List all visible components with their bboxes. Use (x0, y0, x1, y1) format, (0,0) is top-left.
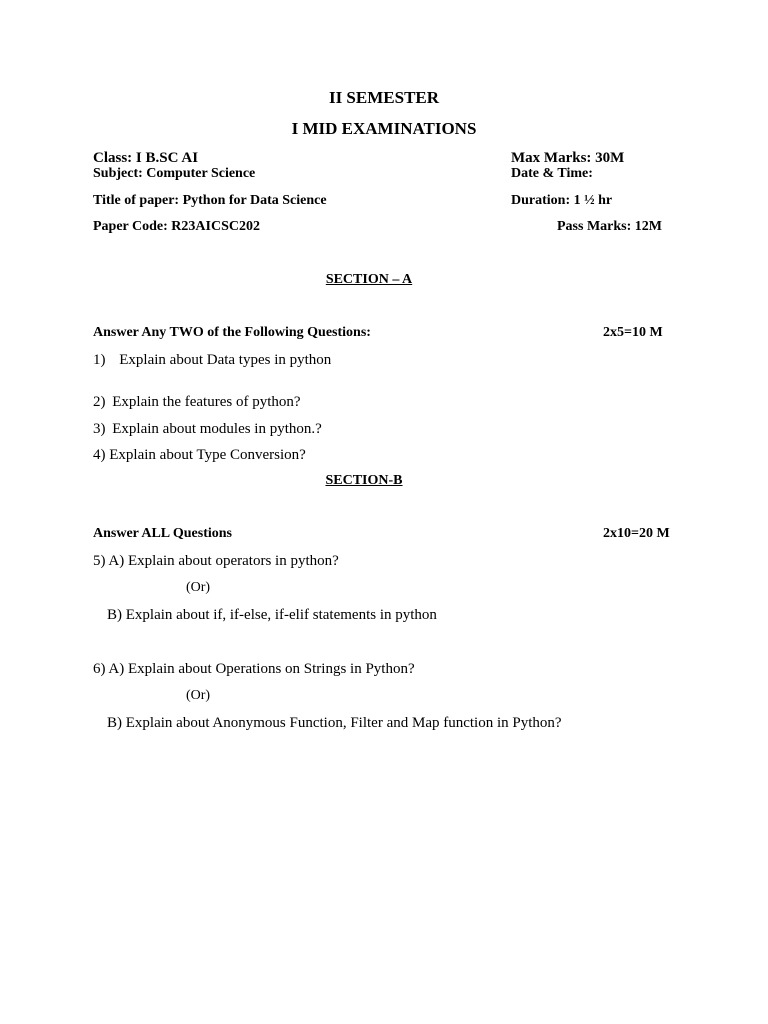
question-4 (93, 447, 306, 464)
semester-heading: II SEMESTER (328, 88, 440, 107)
question-2 (93, 394, 301, 411)
section-a-heading: SECTION – A (325, 272, 413, 287)
question-text: Explain the features of python? (112, 394, 301, 410)
question-5-or: (Or) (186, 580, 211, 595)
date-time-label: Date & Time: (511, 166, 593, 181)
question-text: Explain about modules in python.? (112, 421, 322, 437)
question-6b: B) Explain about Anonymous Function, Filter and Map function in Python? (107, 715, 562, 731)
section-a-instruction: Answer Any TWO of the Following Questions: (93, 325, 371, 340)
section-b-marks: 2x10=20 M (603, 526, 670, 541)
max-marks-label: Max Marks: 30M (511, 150, 625, 166)
question-text: Explain about Type Conversion? (109, 447, 306, 463)
class-label: Class: I B.SC AI (93, 150, 199, 166)
section-a-marks: 2x5=10 M (603, 325, 663, 340)
question-3 (93, 421, 322, 438)
exam-heading: I MID EXAMINATIONS (291, 119, 477, 138)
pass-marks-label: Pass Marks: 12M (557, 219, 662, 234)
section-b-heading: SECTION-B (325, 473, 403, 488)
question-1 (93, 352, 331, 369)
question-number: 4) (93, 447, 106, 463)
duration-label: Duration: 1 ½ hr (511, 193, 613, 208)
question-number: 1) (93, 352, 106, 368)
question-number: 2) (93, 394, 106, 410)
question-number: 3) (93, 421, 106, 437)
question-6-or: (Or) (186, 688, 211, 703)
paper-title-label: Title of paper: Python for Data Science (93, 193, 327, 208)
section-b-instruction: Answer ALL Questions (93, 526, 232, 541)
paper-code-label: Paper Code: R23AICSC202 (93, 219, 260, 234)
question-6a: 6) A) Explain about Operations on Strings in Python? (93, 661, 415, 677)
question-5b: B) Explain about if, if-else, if-elif statements in python (107, 607, 437, 623)
question-5a: 5) A) Explain about operators in python? (93, 553, 339, 569)
question-text: Explain about Data types in python (119, 352, 332, 368)
subject-label: Subject: Computer Science (93, 166, 256, 181)
